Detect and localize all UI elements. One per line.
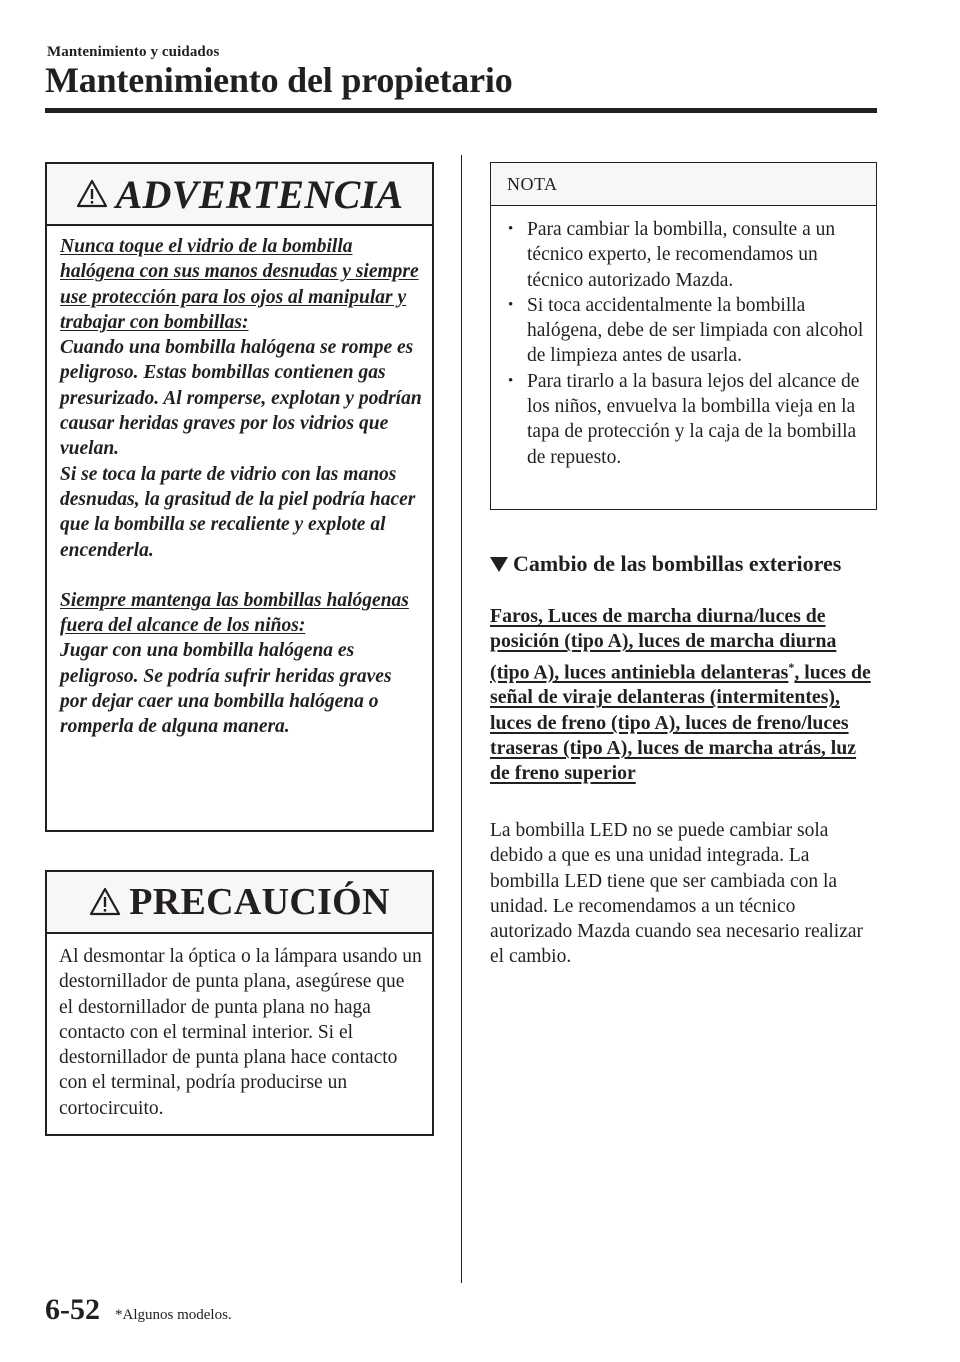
caution-triangle-icon — [89, 887, 121, 917]
page-number: 6-52 — [45, 1293, 100, 1326]
warning-triangle-icon — [76, 179, 108, 209]
warning-heading-2: Siempre mantenga las bombillas halógenas fuera del alcance de los niños: — [60, 589, 409, 637]
warning-text-1: Cuando una bombilla halógena se rompe es peligroso. Estas bombillas contienen gas presurizado. Al romperse, explotan y podrían causar heridas graves por los vidrios que vuelan. — [60, 337, 422, 460]
bulb-list-part-1: Faros, Luces de marcha diurna/luces de posición (tipo A), luces de marcha diurna (tipo A), luces antiniebla delanteras — [490, 605, 837, 684]
caution-title: PRECAUCIÓN — [129, 881, 390, 923]
section-heading — [490, 551, 841, 577]
column-divider — [461, 155, 462, 1283]
caution-text: Al desmontar la óptica o la lámpara usando un destornillador de punta plana, asegúrese que el destornillador de punta plana no haga contacto con el terminal interior. Si el destornillador de punta plana hace contacto con el terminal, podría producirse un cortocircuito. — [59, 946, 422, 1119]
caution-box — [45, 870, 434, 1136]
warning-header — [47, 164, 432, 226]
note-title: NOTA — [491, 163, 876, 206]
note-list — [491, 206, 876, 470]
triangle-down-icon — [490, 557, 508, 572]
section-label: Mantenimiento y cuidados — [47, 44, 220, 60]
note-item: • Si toca accidentalmente la bombilla halógena, debe de ser limpiada con alcohol de limpieza antes de usarla. — [505, 293, 868, 369]
section-heading-text: Cambio de las bombillas exteriores — [513, 551, 842, 576]
note-box — [490, 162, 877, 510]
warning-title: ADVERTENCIA — [115, 171, 404, 217]
warning-text-2: Si se toca la parte de vidrio con las manos desnudas, la grasitud de la piel podría hacer que la bombilla se recaliente y explote al encenderla. — [60, 463, 416, 561]
led-body-text: La bombilla LED no se puede cambiar sola debido a que es una unidad integrada. La bombilla LED tiene que ser cambiada con la unidad. Le recomendamos a un técnico autorizado Mazda cuando sea necesario realizar el cambio. — [490, 820, 863, 968]
warning-body — [47, 226, 432, 740]
warning-heading-1: Nunca toque el vidrio de la bombilla halógena con sus manos desnudas y siempre use protección para los ojos al manipular y trabajar con bombillas: — [60, 236, 419, 333]
caution-header — [47, 872, 432, 934]
note-item: • Para tirarlo a la basura lejos del alcance de los niños, envuelva la bombilla vieja en la tapa de protección y la caja de la bombilla de repuesto. — [505, 369, 868, 470]
footnote: *Algunos modelos. — [115, 1307, 232, 1323]
warning-box — [45, 162, 434, 832]
page-title: Mantenimiento del propietario — [45, 60, 513, 100]
warning-text-3: Jugar con una bombilla halógena es peligroso. Se podría sufrir heridas graves por dejar caer una bombilla halógena o romperla de alguna manera. — [60, 640, 392, 738]
note-item: • Para cambiar la bombilla, consulte a un técnico experto, le recomendamos un técnico autorizado Mazda. — [505, 217, 868, 293]
bulb-list-part-2: , luces de señal de viraje delanteras (intermitentes), luces de freno (tipo A), luces de freno/luces traseras (tipo A), luces de marcha atrás, luz de freno superior — [490, 661, 871, 785]
header-rule — [45, 108, 877, 113]
footnote-mark: * — [788, 659, 795, 674]
bulb-list-heading — [490, 604, 880, 787]
